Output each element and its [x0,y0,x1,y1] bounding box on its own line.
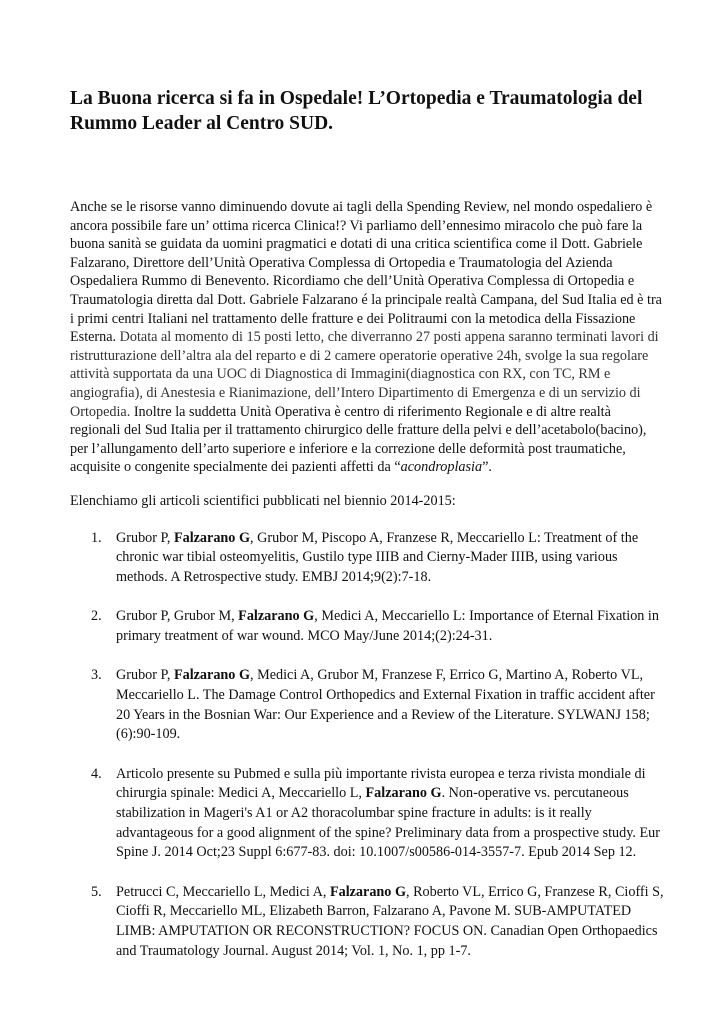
article-item [70,607,664,646]
article-text: , Medici A, Meccariello L: Importance of Eternal Fixation in primary treatment of war wound. MCO May/June 2014;(2):24-31. [116,608,659,644]
article-number: 2. [91,608,102,625]
article-text: . Non-operative vs. percutaneous stabilization in Mageri's A1 or A2 thoracolumbar spine fracture in adults: is it really advantageous for a good alignment of the spine? Preliminary data from a prospective study. Eur Spine J. 2014 Oct;23 Suppl 6:677-83. doi: 10.1007/s00586-014-3557-7. Epub 2014 Sep 12. [116,785,660,861]
intro-paragraph [70,198,662,477]
article-number: 1. [91,529,102,546]
intro-italic-term: acondroplasia [400,459,483,476]
articles-list [70,529,664,962]
article-item [70,883,664,961]
article-author-bold: Falzarano G [365,785,442,802]
article-author-bold: Falzarano G [173,529,250,546]
page-title: La Buona ricerca si fa in Ospedale! L’Ortopedia e Traumatologia del Rummo Leader al Centro SUD. [70,88,643,134]
intro-text-3: Inoltre la suddetta Unità Operativa è centro di riferimento Regionale e di altre realtà regionali del Sud Italia per il trattamento chirurgico delle fratture della pelvi e dell’acetabolo(bacino), per l’allungamento dell’arto superiore e inferiore e la correzione delle deformità post traumatiche, acquisite o congenite specialmente dei pazienti affetti da “ [70,403,647,476]
article-item [70,765,664,863]
article-item [70,666,664,744]
article-authors-pre: Grubor P, [116,667,174,684]
list-intro: Elenchiamo gli articoli scientifici pubblicati nel biennio 2014-2015: [70,492,456,509]
article-number: 5. [91,883,102,900]
article-authors-pre: Grubor P, Grubor M, [116,608,239,625]
intro-text-1: Anche se le risorse vanno diminuendo dovute ai tagli della Spending Review, nel mondo ospedaliero è ancora possibile fare un’ ottima ricerca Clinica!? Vi parliamo dell’ennesimo miracolo che può fare la buona sanità se guidata da uomini pragmatici e dotati di una critica scientifica come il Dott. Gabriele Falzarano, Direttore dell’Unità Operativa Complessa di Ortopedia e Traumatologia del Azienda Ospedaliera Rummo di Benevento. Ricordiamo che dell’Unità Operativa Complessa di Ortopedia e Traumatologia diretta dal Dott. Gabriele Falzarano é la principale realtà Campana, del Sud Italia ed è tra i primi centri Italiani nel trattamento delle fratture e dei Politraumi con la metodica della Fissazione Esterna. [70,199,662,346]
article-authors-pre: Articolo presente su Pubmed e sulla più importante rivista europea e terza rivista mondiale di chirurgia spinale: Medici A, Meccariello L, [116,765,646,802]
article-text: , Grubor M, Piscopo A, Franzese R, Meccariello L: Treatment of the chronic war tibial osteomyelitis, Gustilo type IIIB and Cierny-Mader IIIB, using various methods. A Retrospective study. EMBJ 2014;9(2):7-18. [116,529,639,585]
intro-text-2: Dotata al momento di 15 posti letto, che diverranno 27 posti appena saranno terminati lavori di ristrutturazione dell’altra ala del reparto e di 2 camere operatorie operative 24h, svolge la sua regolare attività supportata da una UOC di Diagnostica di Immagini(diagnostica con RX, con TC, RM e angiografia), di Anestesia e Rianimazione, dell’Intero Dipartimento di Emergenza e di un servizio di Ortopedia. [70,329,659,420]
article-authors-pre: Grubor P, [116,529,174,546]
article-author-bold: Falzarano G [329,883,406,900]
article-item [70,529,664,588]
article-number: 3. [91,667,102,684]
article-text: , Roberto VL, Errico G, Franzese R, Cioffi S, Cioffi R, Meccariello ML, Elizabeth Barron, Falzarano A, Pavone M. SUB-AMPUTATED LIMB: AMPUTATION OR RECONSTRUCTION? FOCUS ON. Canadian Open Orthopaedics and Traumatology Journal. August 2014; Vol. 1, No. 1, pp 1-7. [116,883,664,959]
article-author-bold: Falzarano G [173,667,250,684]
intro-text-end: ”. [482,459,492,476]
article-text: , Medici A, Grubor M, Franzese F, Errico G, Martino A, Roberto VL, Meccariello L. The Damage Control Orthopedics and External Fixation in traffic accident after 20 Years in the Bosnian War: Our Experience and a Review of the Literature. SYLWANJ 158;(6):90-109. [116,667,655,743]
article-authors-pre: Petrucci C, Meccariello L, Medici A, [116,883,330,900]
article-number: 4. [91,765,102,782]
article-author-bold: Falzarano G [238,608,315,625]
